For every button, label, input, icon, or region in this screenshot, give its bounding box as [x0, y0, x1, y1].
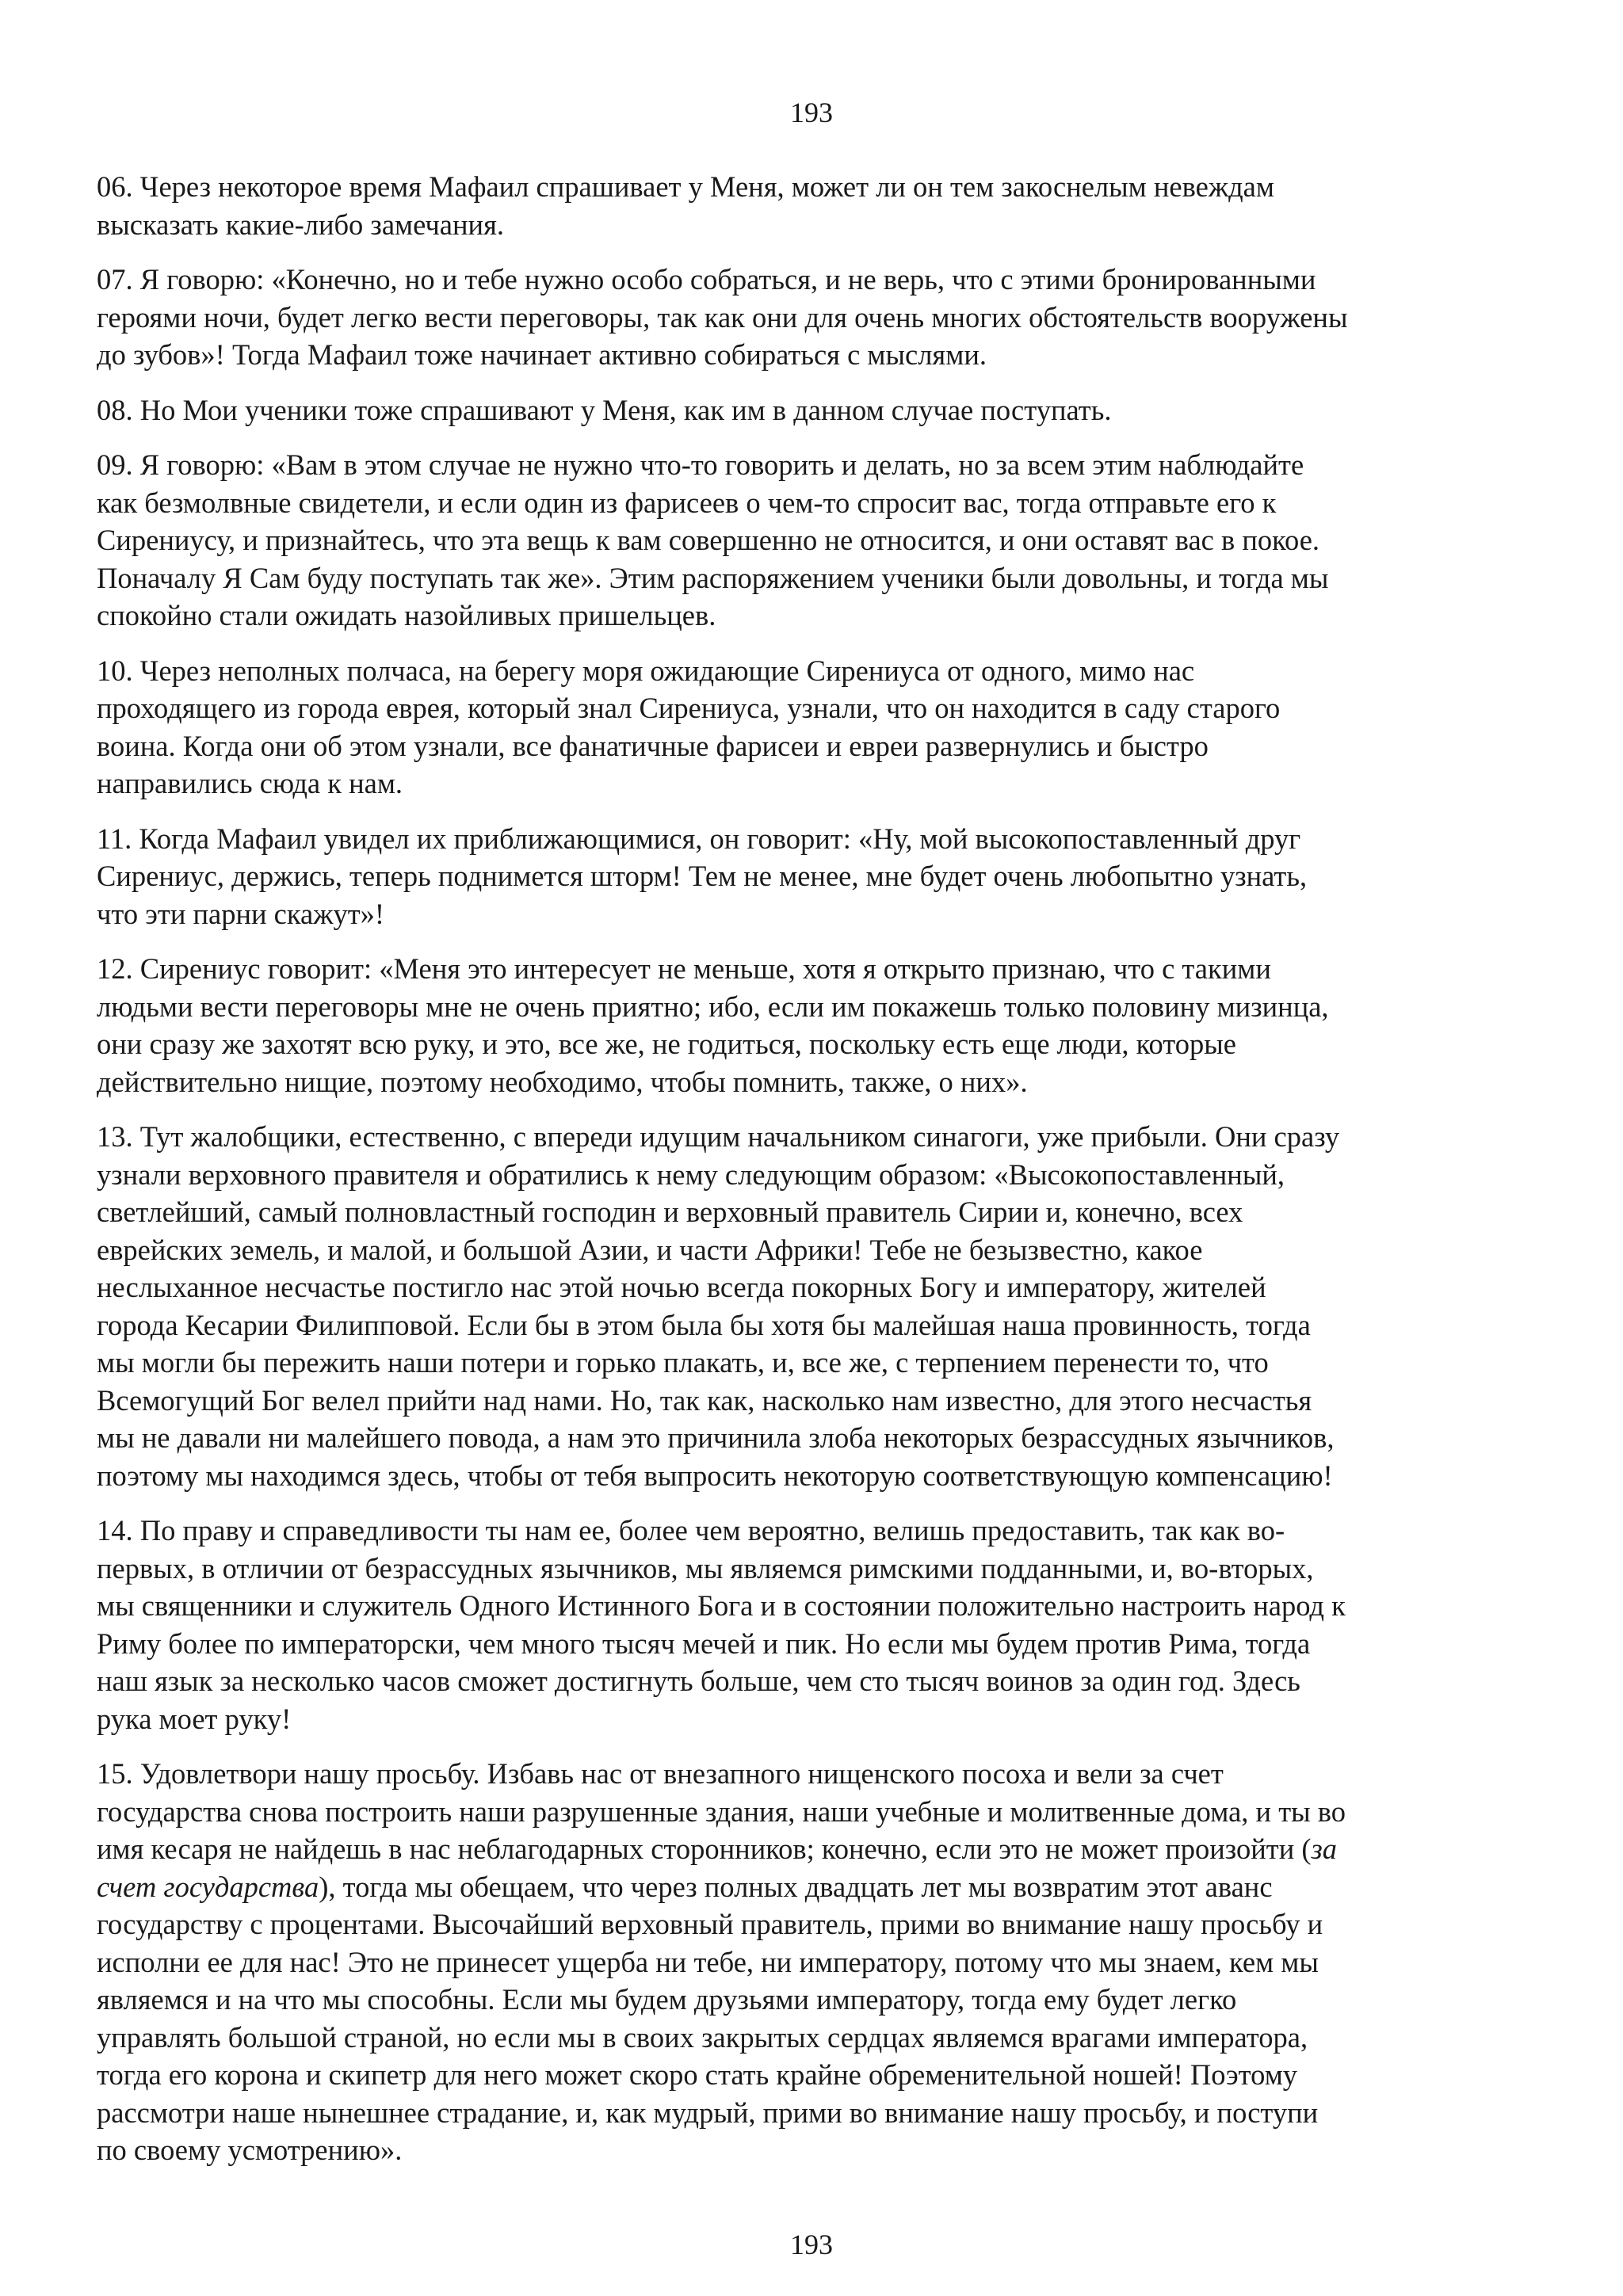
paragraph-15: [97, 1755, 1547, 2169]
paragraph-09: 09. Я говорю: «Вам в этом случае не нужно что-то говорить и делать, но за всем этим наблюдайте как безмолвные свидетели, и если один из фарисеев о чем-то спросит вас, тогда отправьте его к Сирениусу, и признайтесь, что эта вещь к вам совершенно не относится, и они оставят вас в покое. Поначалу Я Сам буду поступать так же». Этим распоряжением ученики были довольны, и тогда мы спокойно стали ожидать назойливых пришельцев.: [97, 448, 1329, 631]
paragraph-12: 12. Сирениус говорит: «Меня это интересует не меньше, хотя я открыто признаю, что с такими людьми вести переговоры мне не очень приятно; ибо, если им покажешь только половину мизинца, они сразу же захотят всю руку, и это, все же, не годиться, поскольку есть еще люди, которые действительно нищие, поэтому необходимо, чтобы помнить, также, о них».: [97, 952, 1329, 1098]
paragraph-13: 13. Тут жалобщики, естественно, с впереди идущим начальником синагоги, уже прибыли. Они сразу узнали верховного правителя и обратились к нему следующим образом: «Высокопоставленный, светлейший, самый полновластный господин и верховный правитель Сирии и, конечно, всех еврейских земель, и малой, и большой Азии, и части Африки! Тебе не безызвестно, какое неслыханное несчастье постигло нас этой ночью всегда покорных Богу и императору, жителей города Кесарии Филипповой. Если бы в этом была бы хотя бы малейшая наша провинность, тогда мы могли бы пережить наши потери и горько плакать, и, все же, с терпением перенести то, что Всемогущий Бог велел прийти над нами. Но, так как, насколько нам известно, для этого несчастья мы не давали ни малейшего повода, а нам это причинила злоба некоторых безрассудных язычников, поэтому мы находимся здесь, чтобы от тебя выпросить некоторую соответствующую компенсацию!: [97, 1120, 1340, 1492]
paragraph-07: 07. Я говорю: «Конечно, но и тебе нужно особо собраться, и не верь, что с этими бронированными героями ночи, будет легко вести переговоры, так как они для очень многих обстоятельств вооружены до зубов»! Тогда Мафаил тоже начинает активно собираться с мыслями.: [97, 263, 1348, 371]
paragraph-08: 08. Но Мои ученики тоже спрашивают у Меня, как им в данном случае поступать.: [97, 393, 1112, 426]
paragraph-15-italic-phrase: за счет государства: [97, 1833, 1338, 1903]
paragraph-15-text-before: 15. Удовлетвори нашу просьбу. Избавь нас от внезапного нищенского посоха и вели за счет государства снова построить наши разрушенные здания, наши учебные и молитвенные дома, и ты во имя кесаря не найдешь в нас неблагодарных сторонников; конечно, если это не может произойти (: [97, 1757, 1346, 1865]
page-number-footer: 193: [790, 2229, 833, 2260]
paragraph-15-text-after: ), тогда мы обещаем, что через полных двадцать лет мы возвратим этот аванс государству с процентами. Высочайший верховный правитель, прими во внимание нашу просьбу и исполни ее для нас! Это не принесет ущерба ни тебе, ни императору, потому что мы знаем, кем мы являемся и на что мы способны. Если мы будем друзьями императору, тогда ему будет легко управлять большой страной, но если мы в своих закрытых сердцах являемся врагами императора, тогда его корона и скипетр для него может скоро стать крайне обременительной ношей! Поэтому рассмотри наше нынешнее страдание, и, как мудрый, прими во внимание нашу просьбу, и поступи по своему усмотрению».: [97, 1870, 1323, 2166]
paragraph-10: 10. Через неполных полчаса, на берегу моря ожидающие Сирениуса от одного, мимо нас проходящего из города еврея, который знал Сирениуса, узнали, что он находится в саду старого воина. Когда они об этом узнали, все фанатичные фарисеи и евреи развернулись и быстро направились сюда к нам.: [97, 654, 1281, 799]
document-body: [97, 168, 1547, 2187]
paragraph-06: 06. Через некоторое время Мафаил спрашивает у Меня, может ли он тем закоснелым невеждам высказать какие-либо замечания.: [97, 170, 1274, 241]
paragraph-11: 11. Когда Мафаил увидел их приближающимися, он говорит: «Ну, мой высокопоставленный друг Сирениус, держись, теперь поднимется шторм! Тем не менее, мне будет очень любопытно узнать, что эти парни скажут»!: [97, 822, 1308, 930]
page-number-header: 193: [790, 97, 833, 128]
paragraph-14: 14. По праву и справедливости ты нам ее, более чем вероятно, велишь предоставить, так как во- первых, в отличии от безрассудных язычников, мы являемся римскими подданными, и, во-вторых, мы священники и служитель Одного Истинного Бога и в состоянии положительно настроить народ к Риму более по императорски, чем много тысяч мечей и пик. Но если мы будем против Рима, тогда наш язык за несколько часов сможет достигнуть больше, чем сто тысяч воинов за один год. Здесь рука моет руку!: [97, 1514, 1346, 1735]
